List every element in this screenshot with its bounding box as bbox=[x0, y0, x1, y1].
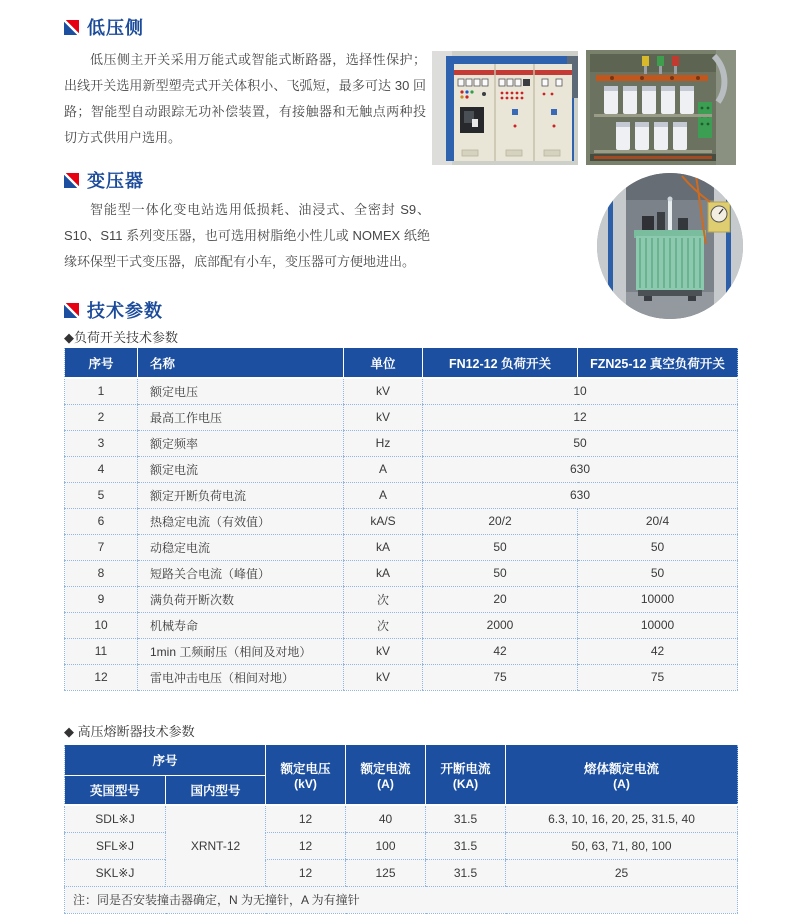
section-marker-icon bbox=[64, 303, 79, 318]
table-row bbox=[65, 664, 738, 690]
transformer-illustration bbox=[596, 172, 744, 320]
table-row bbox=[65, 560, 738, 586]
header-cell-no: 序号 bbox=[65, 348, 138, 378]
cell-fzn-value: 50 bbox=[578, 560, 738, 586]
cell-fuse-rating: 50, 63, 71, 80, 100 bbox=[506, 832, 738, 859]
header-cell-group: 序号 bbox=[65, 745, 266, 775]
table-row bbox=[65, 832, 738, 859]
note-text: 注：同是否安装撞击器确定，N 为无撞针，A 为有撞针 bbox=[65, 886, 738, 913]
transformer-photo bbox=[596, 172, 744, 320]
header-cell-voltage bbox=[266, 745, 346, 805]
cell-unit: kV bbox=[344, 378, 423, 404]
lv-switchgear-photo bbox=[432, 51, 578, 165]
cell-unit: Hz bbox=[344, 430, 423, 456]
cell-breaking: 31.5 bbox=[426, 859, 506, 886]
cell-no: 2 bbox=[65, 404, 138, 430]
table-row bbox=[65, 805, 738, 832]
cell-unit: 次 bbox=[344, 586, 423, 612]
section-title: 技术参数 bbox=[87, 301, 163, 321]
section-title: 低压侧 bbox=[87, 18, 144, 38]
table-row bbox=[65, 430, 738, 456]
header-cell-name: 名称 bbox=[138, 348, 344, 378]
cell-cn-model: XRNT-12 bbox=[166, 805, 266, 886]
cell-no: 7 bbox=[65, 534, 138, 560]
cell-no: 8 bbox=[65, 560, 138, 586]
cell-fn-value: 2000 bbox=[423, 612, 578, 638]
cell-no: 9 bbox=[65, 586, 138, 612]
table-row bbox=[65, 612, 738, 638]
cell-no: 6 bbox=[65, 508, 138, 534]
header-label: 熔体额定电流 bbox=[584, 761, 660, 776]
cell-current: 40 bbox=[346, 805, 426, 832]
terminal-board bbox=[698, 102, 712, 138]
cell-value: 12 bbox=[423, 404, 738, 430]
cell-no: 10 bbox=[65, 612, 138, 638]
header-unit: (A) bbox=[377, 776, 394, 791]
header-unit: (kV) bbox=[294, 776, 317, 791]
cell-value: 630 bbox=[423, 456, 738, 482]
table-header-row bbox=[65, 745, 738, 775]
cell-unit: kA bbox=[344, 560, 423, 586]
cell-fzn-value: 50 bbox=[578, 534, 738, 560]
table-row bbox=[65, 534, 738, 560]
cell-unit: kA/S bbox=[344, 508, 423, 534]
cell-fzn-value: 10000 bbox=[578, 612, 738, 638]
cell-uk-model: SDL※J bbox=[65, 805, 166, 832]
cell-fn-value: 20 bbox=[423, 586, 578, 612]
cell-name: 动稳定电流 bbox=[138, 534, 344, 560]
transformer-paragraph: 智能型一体化变电站选用低损耗、油浸式、全密封 S9、S10、S11 系列变压器，也可选用树脂绝小性儿或 NOMEX 纸绝缘环保型干式变压器，底部配有小车，变压器可方便地进出。 bbox=[64, 202, 430, 269]
cell-name: 短路关合电流（峰值） bbox=[138, 560, 344, 586]
cell-name: 热稳定电流（有效值） bbox=[138, 508, 344, 534]
header-label: 开断电流 bbox=[440, 761, 491, 776]
cell-fn-value: 50 bbox=[423, 560, 578, 586]
header-label: 额定电流 bbox=[360, 761, 411, 776]
header-cell-uk-model: 英国型号 bbox=[65, 775, 166, 805]
capacitor-row-top bbox=[604, 86, 694, 114]
cell-uk-model: SKL※J bbox=[65, 859, 166, 886]
cell-name: 1min 工频耐压（相间及对地） bbox=[138, 638, 344, 664]
cell-voltage: 12 bbox=[266, 859, 346, 886]
lv-switchgear-illustration bbox=[432, 51, 578, 165]
cell-unit: kV bbox=[344, 404, 423, 430]
table-row bbox=[65, 508, 738, 534]
cell-fzn-value: 75 bbox=[578, 664, 738, 690]
cell-voltage: 12 bbox=[266, 832, 346, 859]
header-cell-cn-model: 国内型号 bbox=[166, 775, 266, 805]
table-row bbox=[65, 859, 738, 886]
gauge-box bbox=[708, 202, 730, 232]
table-row bbox=[65, 378, 738, 404]
fuse-table bbox=[64, 745, 738, 914]
header-cell-fuse-rating bbox=[506, 745, 738, 805]
cell-no: 3 bbox=[65, 430, 138, 456]
header-unit: (A) bbox=[613, 776, 630, 791]
load-switch-table bbox=[64, 348, 738, 691]
cell-unit: kV bbox=[344, 638, 423, 664]
cell-name: 额定开断负荷电流 bbox=[138, 482, 344, 508]
cell-no: 1 bbox=[65, 378, 138, 404]
meter-row bbox=[458, 79, 562, 86]
header-cell-fzn: FZN25-12 真空负荷开关 bbox=[578, 348, 738, 378]
section-marker-icon bbox=[64, 20, 79, 35]
cell-unit: A bbox=[344, 456, 423, 482]
cell-value: 630 bbox=[423, 482, 738, 508]
cell-no: 5 bbox=[65, 482, 138, 508]
cell-unit: kA bbox=[344, 534, 423, 560]
cell-no: 4 bbox=[65, 456, 138, 482]
header-label: 额定电压 bbox=[280, 761, 331, 776]
header-cell-breaking bbox=[426, 745, 506, 805]
cell-name: 额定频率 bbox=[138, 430, 344, 456]
cell-fuse-rating: 25 bbox=[506, 859, 738, 886]
cell-no: 11 bbox=[65, 638, 138, 664]
cell-voltage: 12 bbox=[266, 805, 346, 832]
section-header-transformer bbox=[64, 167, 144, 193]
cell-fn-value: 20/2 bbox=[423, 508, 578, 534]
low-voltage-paragraph: 低压侧主开关采用万能式或智能式断路器，选择性保护；出线开关选用新型塑壳式开关体积小、飞弧短，最多可达 30 回路；智能型自动跟踪无功补偿装置，有接触器和无触点两种投切方式供用户选用。 bbox=[64, 52, 426, 145]
header-cell-fn: FN12-12 负荷开关 bbox=[423, 348, 578, 378]
cell-current: 100 bbox=[346, 832, 426, 859]
header-cell-current bbox=[346, 745, 426, 805]
load-switch-table-caption: ◆负荷开关技术参数 bbox=[64, 330, 178, 345]
header-unit: (KA) bbox=[452, 776, 479, 791]
cell-uk-model: SFL※J bbox=[65, 832, 166, 859]
cell-unit: kV bbox=[344, 664, 423, 690]
cell-value: 10 bbox=[423, 378, 738, 404]
cell-fuse-rating: 6.3, 10, 16, 20, 25, 31.5, 40 bbox=[506, 805, 738, 832]
section-title: 变压器 bbox=[87, 171, 144, 191]
table-row bbox=[65, 638, 738, 664]
capacitor-cabinet-illustration bbox=[586, 50, 736, 165]
cell-name: 机械寿命 bbox=[138, 612, 344, 638]
cell-fzn-value: 42 bbox=[578, 638, 738, 664]
cell-unit: 次 bbox=[344, 612, 423, 638]
cell-name: 满负荷开断次数 bbox=[138, 586, 344, 612]
cell-fzn-value: 20/4 bbox=[578, 508, 738, 534]
cell-name: 最高工作电压 bbox=[138, 404, 344, 430]
cell-name: 额定电流 bbox=[138, 456, 344, 482]
cell-current: 125 bbox=[346, 859, 426, 886]
cell-fzn-value: 10000 bbox=[578, 586, 738, 612]
table-row bbox=[65, 586, 738, 612]
table-header-row bbox=[65, 348, 738, 378]
table-row bbox=[65, 404, 738, 430]
capacitor-cabinet-photo bbox=[586, 50, 736, 165]
cell-breaking: 31.5 bbox=[426, 805, 506, 832]
table-row bbox=[65, 456, 738, 482]
section-header-low-voltage bbox=[64, 14, 144, 40]
cell-fn-value: 42 bbox=[423, 638, 578, 664]
cell-name: 额定电压 bbox=[138, 378, 344, 404]
header-cell-unit: 单位 bbox=[344, 348, 423, 378]
cell-value: 50 bbox=[423, 430, 738, 456]
cell-no: 12 bbox=[65, 664, 138, 690]
fuse-table-caption: ◆ 高压熔断器技术参数 bbox=[64, 724, 195, 739]
cell-fn-value: 50 bbox=[423, 534, 578, 560]
table-note-row bbox=[65, 886, 738, 913]
section-marker-icon bbox=[64, 173, 79, 188]
cell-name: 雷电冲击电压（相间对地） bbox=[138, 664, 344, 690]
cell-breaking: 31.5 bbox=[426, 832, 506, 859]
cell-fn-value: 75 bbox=[423, 664, 578, 690]
section-header-tech-params bbox=[64, 297, 163, 323]
table-row bbox=[65, 482, 738, 508]
cell-unit: A bbox=[344, 482, 423, 508]
